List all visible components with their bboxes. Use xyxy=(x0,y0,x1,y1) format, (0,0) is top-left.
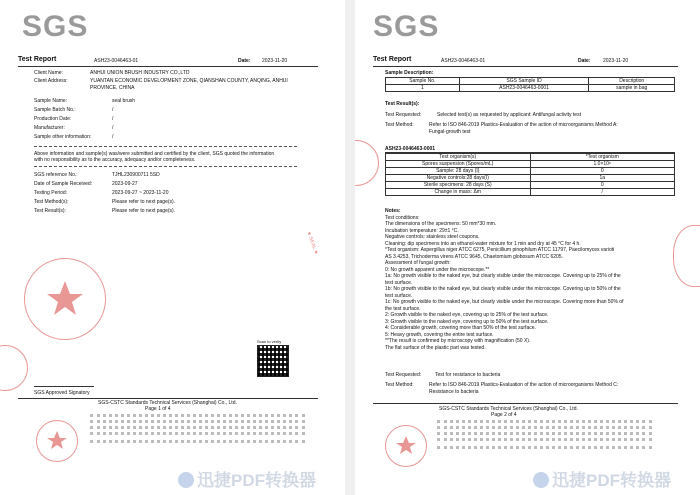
edge-seal xyxy=(0,345,28,391)
table-row: Spores suspension (Spores/mL) 1.0×10⁶ xyxy=(386,161,675,168)
notes-line: AS 3.4253, Trichoderma virens ATCC 9645, Chaetomium globosum ATCC 6205. xyxy=(385,253,563,260)
notes-line: Incubation temperature: 29±1 °C. xyxy=(385,227,459,234)
page-number: Page 2 of 4 xyxy=(491,412,517,418)
table-header: Test organism(s) xyxy=(386,154,531,161)
test-method-label: Test Method(s): xyxy=(34,199,69,205)
footer-rule xyxy=(18,398,318,399)
sample-id-heading: ASH23-0046463-0001 xyxy=(385,146,436,152)
footer-seal xyxy=(385,425,427,467)
table-row: Sterile specimens: 28 days (S) 0 xyxy=(386,182,675,189)
watermark: 迅捷PDF转换器 xyxy=(197,471,316,490)
disclaimer-line-1: Above information and sample(s) was/were submitted and certified by the client, SGS quoted the information xyxy=(34,151,275,157)
qr-caption: Scan to verify xyxy=(257,339,282,344)
table-header: Sample No. xyxy=(386,78,460,85)
sgs-logo: SGS xyxy=(373,10,440,43)
signatory-label: SGS Approved Signatory xyxy=(34,390,90,396)
fine-print xyxy=(90,420,305,423)
notes-line: Assessment of fungal growth: xyxy=(385,260,451,266)
report-page-1 xyxy=(0,0,345,495)
edge-seal xyxy=(673,225,700,287)
notes-line: 0: No growth apparent under the microscope.** xyxy=(385,266,490,273)
edge-seal xyxy=(355,140,379,186)
test-requested-2: Test for resistance to bacteria xyxy=(435,372,501,378)
notes-line: 5: Heavy growth, covering the entire test surface. xyxy=(385,331,494,338)
table-row: Change in mass: Δm / xyxy=(386,189,675,196)
footer-star-icon xyxy=(386,426,426,466)
sample-other-label: Sample other information: xyxy=(34,134,92,140)
watermark-icon xyxy=(533,472,549,488)
test-method-line-1: Refer to ISO 846-2019 Plastics-Evaluation of the action of microorganisms Method A: xyxy=(429,122,618,128)
table-header: SGS Sample ID xyxy=(459,78,589,85)
date-label: Date: xyxy=(578,58,591,64)
client-address-line-1: YUANTAN ECONOMIC DEVELOPMENT ZONE, QIANSHAN COUNTY, ANQING, ANHUI xyxy=(90,78,288,84)
test-method-line-2: Fungal-growth test xyxy=(429,129,471,135)
footer-star-icon xyxy=(37,421,77,461)
test-requested-label: Test Requested: xyxy=(385,112,422,118)
test-method: Please refer to next page(s). xyxy=(112,199,176,205)
notes-line: 3: Growth visible to the naked eye, covering up to 50% of the test surface. xyxy=(385,318,549,325)
notes-line: The dimensions of the specimens: 50 mm*30 mm. xyxy=(385,221,497,227)
notes-line: test surface. xyxy=(385,292,413,299)
date-received: 2023-09-27 xyxy=(112,181,138,187)
sample-name-label: Sample Name: xyxy=(34,98,68,104)
result-table xyxy=(385,153,675,196)
date-label: Date: xyxy=(238,58,251,64)
watermark-icon xyxy=(178,472,194,488)
manufacturer: / xyxy=(112,125,114,131)
table-header: *Test organism xyxy=(530,154,675,161)
fine-print xyxy=(437,438,652,441)
divider xyxy=(34,166,297,167)
testing-period-label: Testing Period: xyxy=(34,190,68,196)
client-name-label: Client Name: xyxy=(34,70,63,76)
qr-code[interactable] xyxy=(257,345,289,377)
notes-line: test surface. xyxy=(385,279,413,286)
sample-table xyxy=(385,77,675,92)
test-result: Please refer to next page(s). xyxy=(112,208,176,214)
test-results-label: Test Result(s): xyxy=(385,101,420,107)
page-title: Test Report xyxy=(373,56,412,63)
company-name: SGS-CSTC Standards Technical Services (Shanghai) Co., Ltd. xyxy=(439,406,578,412)
test-method-2-line-1: Refer to ISO 846-2019 Plastics-Evaluation of the action of microorganisms Method C: xyxy=(429,382,619,388)
date-received-label: Date of Sample Received: xyxy=(34,181,93,187)
side-seal-mark: ★ SEAL ★ xyxy=(305,230,320,256)
watermark: 迅捷PDF转换器 xyxy=(552,471,671,490)
notes-line: 4: Considerable growth, covering more than 50% of the test surface. xyxy=(385,325,536,331)
table-row: Negative controls:28 days(I) 1a xyxy=(386,175,675,182)
sgs-ref-label: SGS reference No.: xyxy=(34,172,78,178)
report-number: ASH23-0046463-01 xyxy=(94,58,139,64)
date-value: 2023-11-20 xyxy=(262,58,288,64)
test-requested: Selected test(s) as requested by applicant: Antifungal activity test xyxy=(437,112,581,118)
report-number: ASH23-0046463-01 xyxy=(441,58,486,64)
notes-line: 1c: No growth visible to the naked eye, but clearly visible under the microscope. Covering more than 50% of xyxy=(385,299,624,305)
table-row: 1 ASH23-0046463-0001 sample in bag xyxy=(386,85,675,92)
production-date: / xyxy=(112,116,114,122)
footer-seal xyxy=(36,420,78,462)
manufacturer-label: Manufacturer: xyxy=(34,125,65,131)
fine-print xyxy=(437,446,652,449)
fine-print xyxy=(437,432,652,435)
sgs-ref: TJHL230900711 5SD xyxy=(112,172,160,178)
sample-description-label: Sample Description: xyxy=(385,70,434,76)
test-result-label: Test Result(s): xyxy=(34,208,66,214)
notes-line: *Test organism: Aspergillus niger ATCC 6275, Penicillium pinophilum ATCC 11797, Paecilomyces varioti xyxy=(385,247,615,253)
fine-print xyxy=(437,420,652,423)
notes-line: 1b: No growth visible to the naked eye, but clearly visible under the microscope. Covering up to 50% of the xyxy=(385,286,621,292)
disclaimer-line-2: with no responsibility as to the accuracy, adequacy and/or completeness. xyxy=(34,157,196,163)
notes-line: 2: Growth visible to the naked eye, covering up to 25% of the test surface. xyxy=(385,312,549,318)
test-requested-2-label: Test Requested: xyxy=(385,372,422,378)
notes-line: Cleaning: dip specimens into an ethanol-water mixture for 1 min and dry at 45 °C for 4 h. xyxy=(385,240,581,247)
fine-print xyxy=(90,414,305,417)
table-header: Description xyxy=(589,78,675,85)
client-address-line-2: PROVINCE, CHINA xyxy=(90,85,135,91)
notes-line: Negative controls: stainless steel coupons. xyxy=(385,234,480,240)
sample-batch-label: Sample Batch No.: xyxy=(34,107,76,113)
footer-rule xyxy=(373,403,678,404)
signature-line xyxy=(34,386,94,387)
date-value: 2023-11-20 xyxy=(603,58,629,64)
notes-line: 1a: No growth visible to the naked eye, but clearly visible under the microscope. Covering up to 25% of the xyxy=(385,273,621,279)
fine-print xyxy=(437,426,652,429)
test-method-label: Test Method: xyxy=(385,122,414,128)
notes-line: Test conditions: xyxy=(385,214,420,221)
client-address-label: Client Address: xyxy=(34,78,68,84)
fine-print xyxy=(90,432,305,435)
seal-star-icon xyxy=(25,259,105,339)
sample-name: seal brush xyxy=(112,98,136,104)
header-rule xyxy=(18,66,318,67)
divider xyxy=(34,146,297,147)
notes-line: the test surface. xyxy=(385,305,421,312)
page-number: Page 1 of 4 xyxy=(145,406,171,412)
testing-period: 2023-09-27 ~ 2023-11-20 xyxy=(112,190,169,196)
fine-print xyxy=(90,440,305,443)
company-name: SGS-CSTC Standards Technical Services (Shanghai) Co., Ltd. xyxy=(98,400,237,406)
sample-batch: / xyxy=(112,107,114,113)
fine-print xyxy=(90,426,305,429)
sample-other: / xyxy=(112,134,114,140)
test-method-2-line-2: Resistance to bacteria xyxy=(429,389,479,395)
client-name: ANHUI UNION BRUSH INDUSTRY CO.,LTD xyxy=(90,70,190,76)
test-method-2-label: Test Method: xyxy=(385,382,414,388)
notes-line: **The result is confirmed by microscopy with magnification (50 X). xyxy=(385,338,531,344)
report-page-2 xyxy=(355,0,700,495)
page-title: Test Report xyxy=(18,56,57,63)
production-date-label: Production Date: xyxy=(34,116,72,122)
notes-line: The flat surface of the plastic part was tested. xyxy=(385,344,486,351)
company-seal xyxy=(24,258,106,340)
header-rule xyxy=(373,66,678,67)
notes-line: Notes: xyxy=(385,208,401,214)
sgs-logo: SGS xyxy=(22,10,89,43)
table-row: Sample: 28 days (I) 0 xyxy=(386,168,675,175)
